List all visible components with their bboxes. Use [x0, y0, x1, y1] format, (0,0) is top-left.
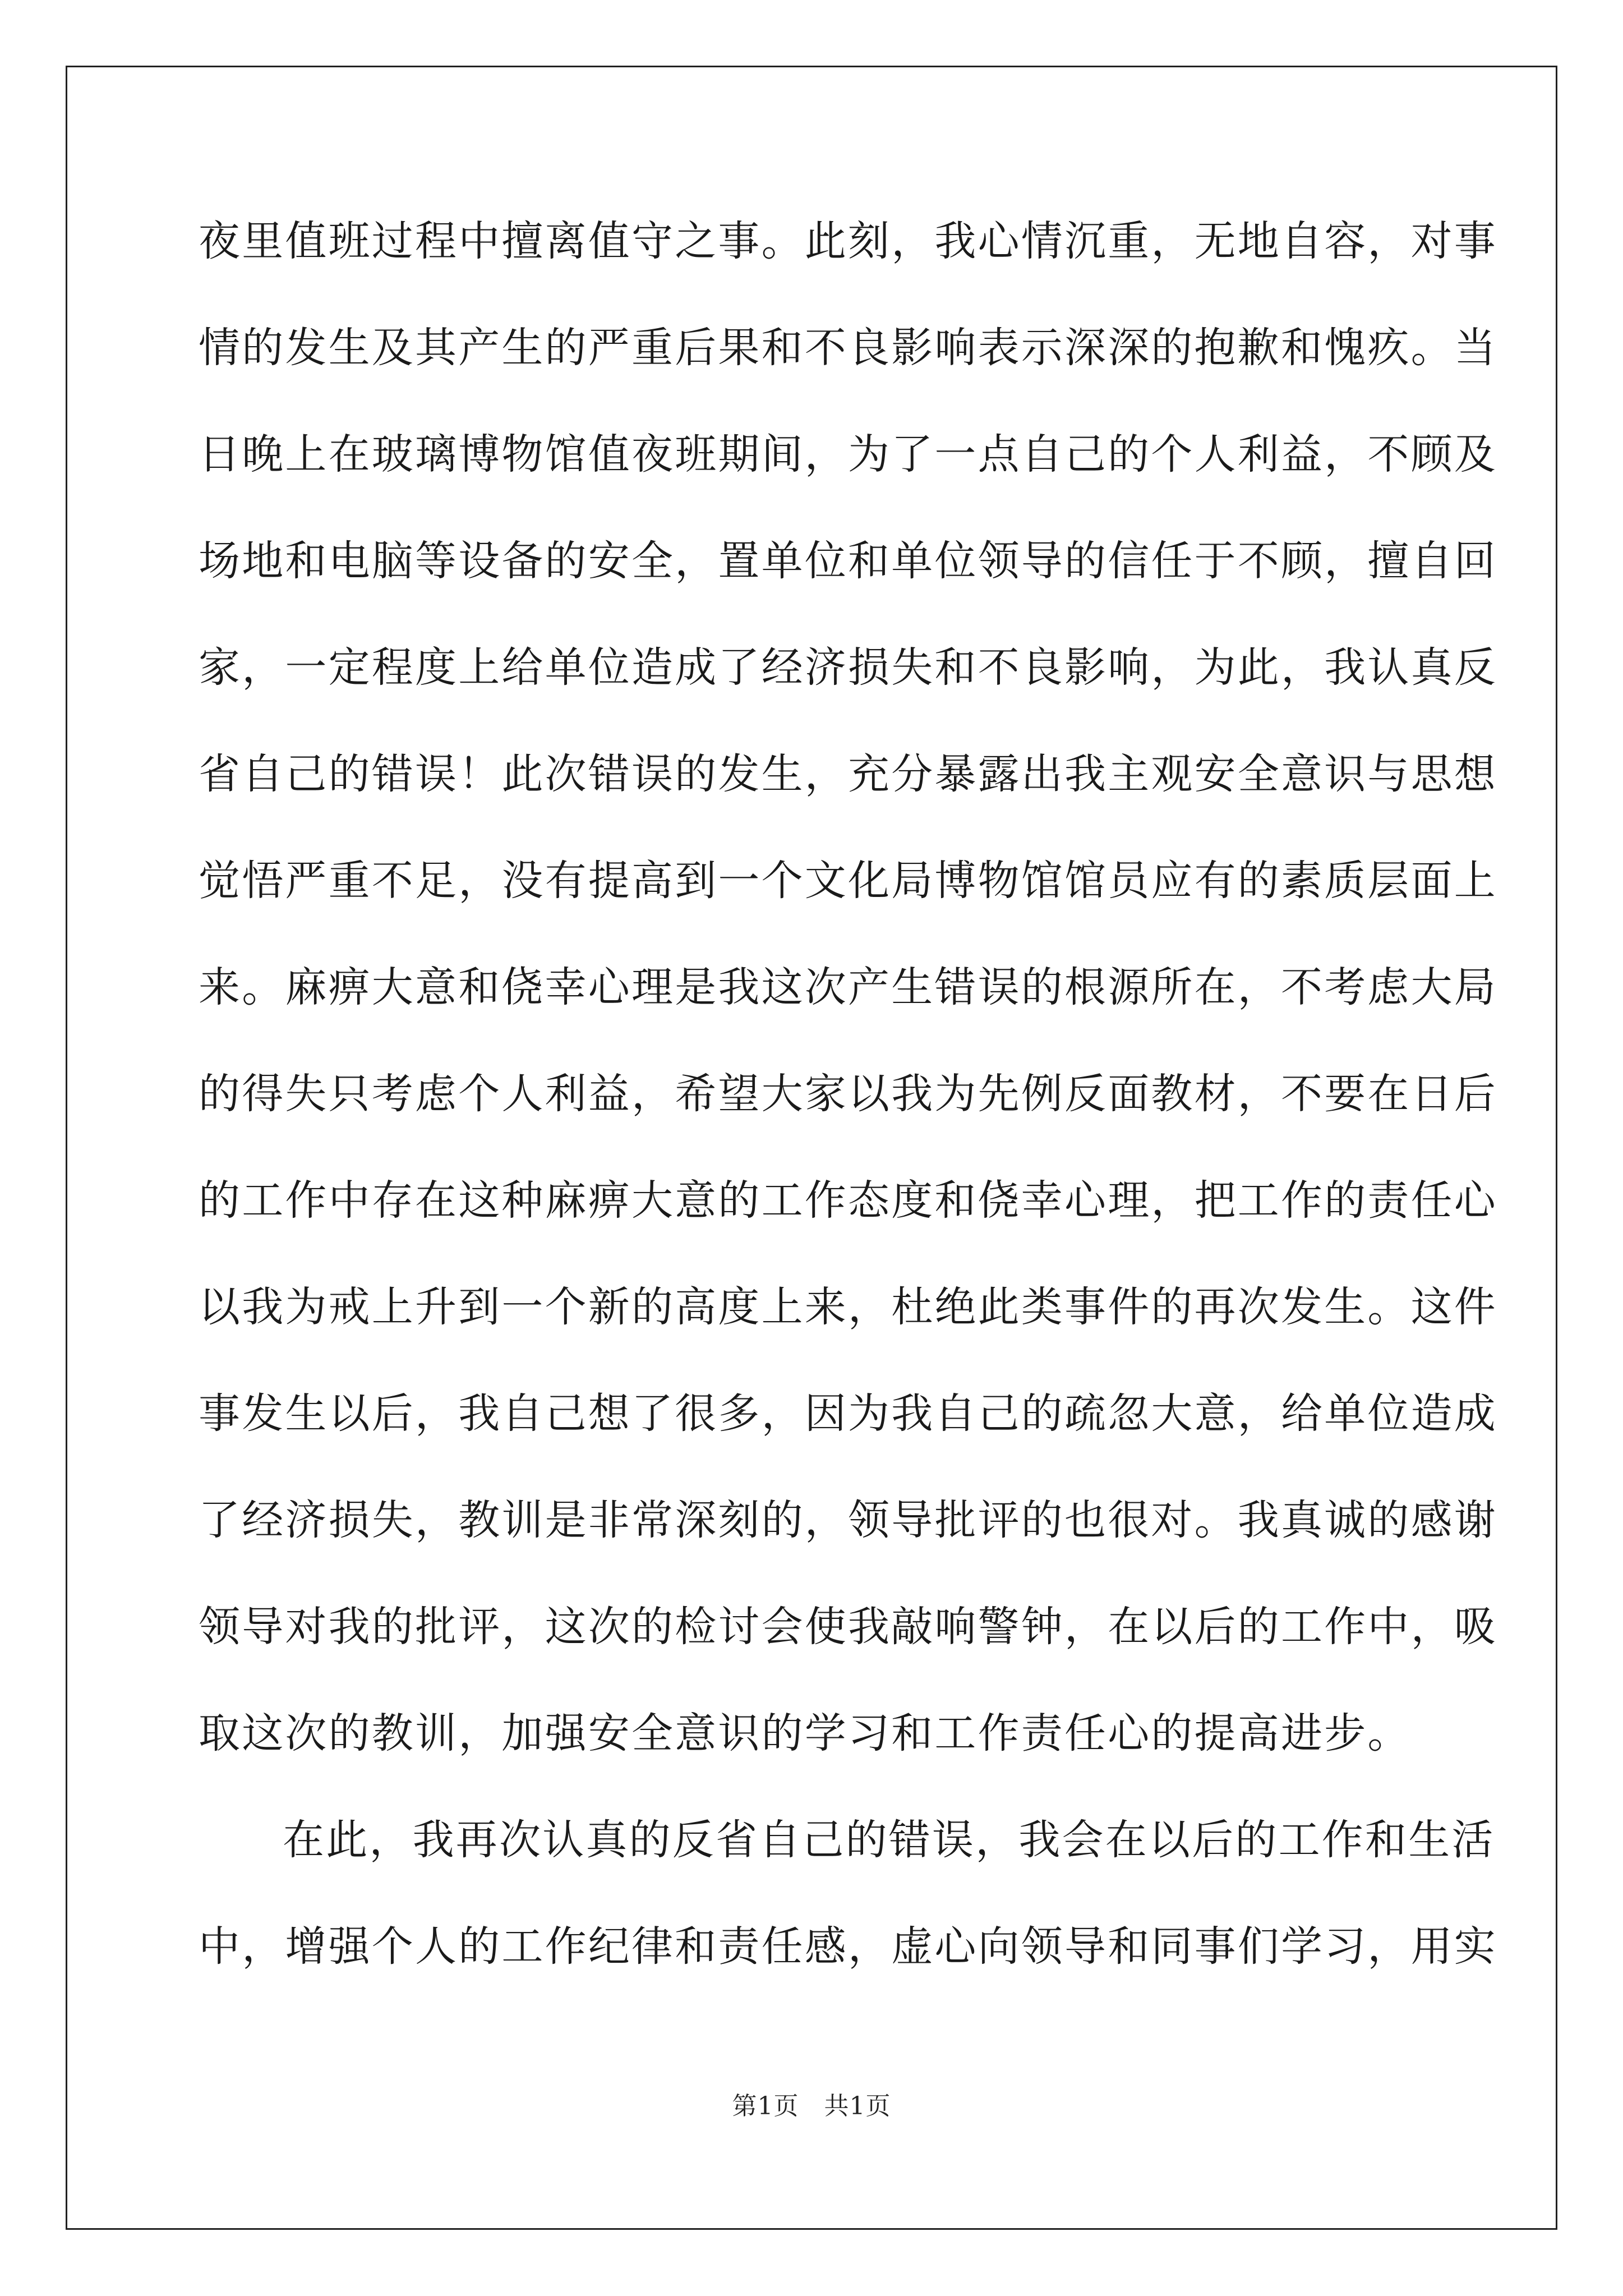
- text-line: 以我为戒上升到一个新的高度上来，杜绝此类事件的再次发生。这件: [199, 1283, 1497, 1331]
- text-line: 省自己的错误！此次错误的发生，充分暴露出我主观安全意识与思想: [199, 750, 1497, 798]
- text-line: 家，一定程度上给单位造成了经济损失和不良影响，为此，我认真反: [199, 643, 1497, 692]
- text-line: 的得失只考虑个人利益，希望大家以我为先例反面教材，不要在日后: [199, 1070, 1497, 1118]
- text-line: 取这次的教训，加强安全意识的学习和工作责任心的提高进步。: [199, 1709, 1411, 1757]
- text-line: 夜里值班过程中擅离值守之事。此刻，我心情沉重，无地自容，对事: [199, 217, 1497, 265]
- text-line: 在此，我再次认真的反省自己的错误，我会在以后的工作和生活: [283, 1816, 1495, 1864]
- text-line: 的工作中存在这种麻痹大意的工作态度和侥幸心理，把工作的责任心: [199, 1176, 1497, 1225]
- paragraph-2: [199, 1812, 1497, 2025]
- text-line: 了经济损失，教训是非常深刻的，领导批评的也很对。我真诚的感谢: [199, 1496, 1497, 1544]
- text-line: 事发生以后，我自己想了很多，因为我自己的疏忽大意，给单位造成: [199, 1389, 1497, 1438]
- text-line: 日晚上在玻璃博物馆值夜班期间，为了一点自己的个人利益，不顾及: [199, 430, 1497, 478]
- text-line: 来。麻痹大意和侥幸心理是我这次产生错误的根源所在，不考虑大局: [199, 963, 1497, 1011]
- document-body: [199, 213, 1497, 2025]
- page-number-footer: 第1页 共1页: [732, 2092, 891, 2120]
- text-line: 觉悟严重不足，没有提高到一个文化局博物馆馆员应有的素质层面上: [199, 857, 1497, 905]
- paragraph-1: [199, 213, 1497, 1812]
- text-line: 情的发生及其产生的严重后果和不良影响表示深深的抱歉和愧疚。当: [199, 324, 1497, 372]
- text-line: 中，增强个人的工作纪律和责任感，虚心向领导和同事们学习，用实: [199, 1922, 1497, 1971]
- text-line: 领导对我的批评，这次的检讨会使我敲响警钟，在以后的工作中，吸: [199, 1603, 1497, 1651]
- text-line: 场地和电脑等设备的安全，置单位和单位领导的信任于不顾，擅自回: [199, 537, 1497, 585]
